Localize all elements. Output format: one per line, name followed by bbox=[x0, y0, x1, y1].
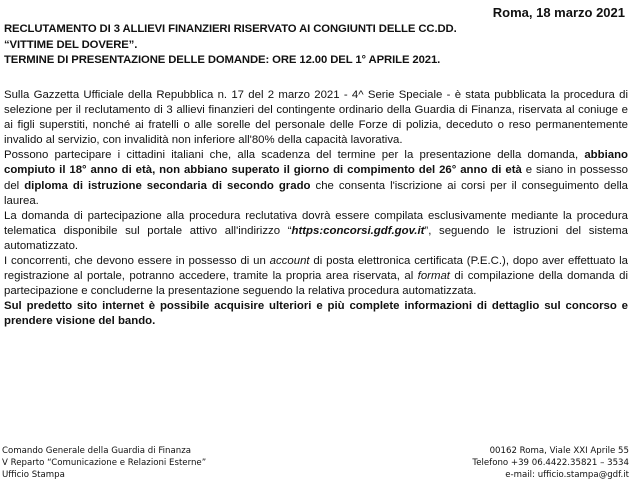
paragraph-3-text-a: La domanda di partecipazione alla procedura reclutativa dovrà essere compilata esclusivamente mediante la procedura telematica disponibile sul portale attivo all'indirizzo “ bbox=[4, 209, 628, 237]
format-term: format bbox=[417, 270, 450, 283]
paragraph-4-text-c: di compilazione della domanda di partecipazione e concluderne la presentazione seguendo la relativa procedura automatizzata. bbox=[4, 270, 628, 298]
footer-office: Ufficio Stampa bbox=[2, 470, 65, 481]
paragraph-2-text-a: Possono partecipare i cittadini italiani che, alla scadenza del termine per la presentazione della domanda, bbox=[4, 149, 585, 162]
footer-phone: Telefono +39 06.4422.35821 – 3534 bbox=[472, 458, 629, 469]
heading-line-1: RECLUTAMENTO DI 3 ALLIEVI FINANZIERI RISERVATO AI CONGIUNTI DELLE CC.DD. bbox=[4, 23, 457, 35]
heading-line-2: “VITTIME DEL DOVERE”. bbox=[4, 38, 138, 51]
paragraph-1: Sulla Gazzetta Ufficiale della Repubblica n. 17 del 2 marzo 2021 - 4^ Serie Speciale - è stata pubblicata la procedura di selezione per il reclutamento di 3 allievi finanzieri del contingente ordinario della Guardia di Finanza, riservata al coniuge e ai figli superstiti, nonché ai fratelli o alle sorelle del personale delle Forze di polizia, deceduto o reso permanentemente invalido al servizio, con invalidità non inferiore all'80% della capacità lavorativa. bbox=[4, 89, 628, 147]
paragraph-5: Sul predetto sito internet è possibile acquisire ulteriori e più complete informazioni di dettaglio sul concorso e prendere visione del bando. bbox=[4, 300, 628, 328]
heading-line-3: TERMINE DI PRESENTAZIONE DELLE DOMANDE: ORE 12.00 DEL 1° APRILE 2021. bbox=[4, 54, 441, 66]
paragraph-4-text-a: I concorrenti, che devono essere in possesso di un bbox=[4, 255, 270, 268]
paragraph-2-text-c: che consenta l'iscrizione ai corsi per il conseguimento della laurea. bbox=[4, 179, 628, 207]
diploma-requirement: diploma di istruzione secondaria di secondo grado bbox=[24, 179, 311, 192]
account-term: account bbox=[269, 255, 310, 268]
document-heading bbox=[4, 22, 634, 69]
footer-org-name: Comando Generale della Guardia di Finanza bbox=[2, 446, 191, 456]
paragraph-3-text-b: ”, seguendo le istruzioni del sistema automatizzato. bbox=[4, 224, 628, 252]
paragraph-4 bbox=[4, 254, 628, 299]
document-date: Roma, 18 marzo 2021 bbox=[492, 5, 625, 20]
document-body bbox=[4, 88, 628, 330]
paragraph-3 bbox=[4, 209, 628, 254]
footer-office-info bbox=[2, 445, 206, 482]
footer-department: V Reparto “Comunicazione e Relazioni Esterne” bbox=[2, 458, 207, 469]
footer-address: 00162 Roma, Viale XXI Aprile 55 bbox=[489, 446, 629, 456]
footer-email[interactable]: e-mail: ufficio.stampa@gdf.it bbox=[505, 470, 629, 481]
paragraph-2-text-b: e siano in possesso del bbox=[4, 164, 628, 192]
paragraph-4-text-b: di posta elettronica certificata (P.E.C.), dopo aver effettuato la registrazione al portale, potranno accedere, tramite la propria area riservata, al bbox=[4, 255, 628, 283]
paragraph-2 bbox=[4, 148, 628, 208]
age-requirement: abbiano compiuto il 18° anno di età, non abbiano superato il giorno di compimento del 26° anno di età bbox=[4, 149, 628, 177]
portal-url-link[interactable]: https:concorsi.gdf.gov.it bbox=[291, 224, 425, 237]
footer-contact-info bbox=[472, 445, 629, 482]
